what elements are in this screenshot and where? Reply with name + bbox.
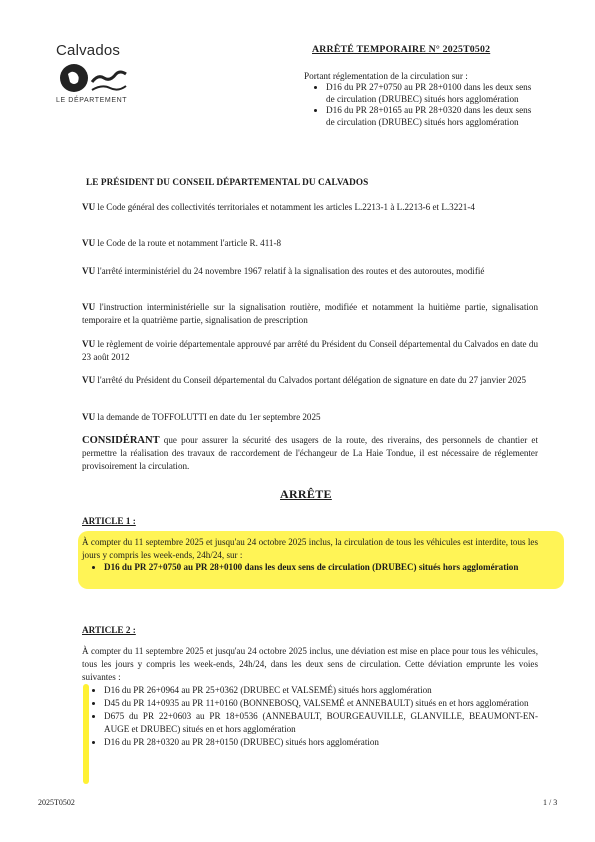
article-1-text: À compter du 11 septembre 2025 et jusqu'au 24 octobre 2025 inclus, la circulation de tous les véhicules est interdite, tous les jours y compris les week-ends, 24h/24, sur : <box>82 537 538 560</box>
vu-text: le Code général des collectivités territoriales et notamment les articles L.2213-1 à L.2213-6 et L.3221-4 <box>95 202 475 212</box>
portant-item: • D16 du PR 27+0750 au PR 28+0100 dans les deux sens de circulation (DRUBEC) situés hors agglomération <box>326 82 542 105</box>
article-2-list <box>82 684 538 749</box>
vu-text: la demande de TOFFOLUTTI en date du 1er septembre 2025 <box>95 412 321 422</box>
article-2-item: • D16 du PR 28+0320 au PR 28+0150 (DRUBEC) situés hors agglomération <box>104 736 538 749</box>
portant-item: • D16 du PR 28+0165 au PR 28+0320 dans les deux sens de circulation (DRUBEC) situés hors agglomération <box>326 105 542 128</box>
arrete-number: ARRÊTÉ TEMPORAIRE N° 2025T0502 <box>312 44 491 55</box>
vu-text: l'instruction interministérielle sur la signalisation routière, modifiée et notamment la huitième partie, signalisation temporaire et la quatrième partie, signalisation de prescription <box>82 302 538 325</box>
vu-paragraph <box>82 201 538 214</box>
arrete-title: ARRÊTE <box>280 487 332 501</box>
vu-lead: VU <box>82 412 96 422</box>
article-1-list <box>82 561 538 574</box>
considerant-text: que pour assurer la sécurité des usagers de la route, des riverains, des personnels de chantier et permettre la réalisation des travaux de raccordement de l'échangeur de La Haie Tondue, il est nécessaire de réglementer provisoirement la circulation. <box>82 435 538 471</box>
article-1-title: ARTICLE 1 : <box>82 516 136 526</box>
vu-paragraph <box>82 301 538 327</box>
considerant-lead: CONSIDÉRANT <box>82 435 160 446</box>
vu-text: l'arrêté du Président du Conseil départemental du Calvados portant délégation de signature en date du 27 janvier 2025 <box>95 375 527 385</box>
considerant-paragraph <box>82 434 538 473</box>
vu-paragraph <box>82 374 538 387</box>
vu-text: l'arrêté interministériel du 24 novembre 1967 relatif à la signalisation des routes et des autoroutes, modifié <box>95 266 485 276</box>
calvados-logo-icon <box>58 60 130 101</box>
vu-paragraph <box>82 265 538 278</box>
vu-lead: VU <box>82 302 96 312</box>
vu-paragraph <box>82 338 538 364</box>
vu-lead: VU <box>82 266 96 276</box>
vu-lead: VU <box>82 238 96 248</box>
president-heading: LE PRÉSIDENT DU CONSEIL DÉPARTEMENTAL DU CALVADOS <box>86 177 369 187</box>
article-2-item: • D675 du PR 22+0603 au PR 18+0536 (ANNEBAULT, BOURGEAUVILLE, GLANVILLE, BEAUMONT-EN-AUGE et DRUBEC) situés en et hors agglomération <box>104 710 538 736</box>
portant-list <box>302 82 542 128</box>
vu-paragraph <box>82 411 538 424</box>
article-2-item: • D45 du PR 14+0935 au PR 11+0160 (BONNEBOSQ, VALSEMÉ et ANNEBAULT) situés en et hors agglomération <box>104 697 538 710</box>
article-2-item: • D16 du PR 26+0964 au PR 25+0362 (DRUBEC et VALSEMÉ) situés hors agglomération <box>104 684 538 697</box>
article-2-title: ARTICLE 2 : <box>82 625 136 635</box>
vu-text: le Code de la route et notamment l'article R. 411-8 <box>95 238 282 248</box>
vu-lead: VU <box>82 202 96 212</box>
portant-block <box>302 71 542 128</box>
article-1-item: • D16 du PR 27+0750 au PR 28+0100 dans les deux sens de circulation (DRUBEC) situés hors agglomération <box>104 561 538 574</box>
vu-text: le règlement de voirie départementale approuvé par arrêté du Président du Conseil départemental du Calvados en date du 23 août 2012 <box>82 339 538 362</box>
vu-paragraph <box>82 237 538 250</box>
portant-intro: Portant réglementation de la circulation sur : <box>304 71 468 81</box>
article-2-text: À compter du 11 septembre 2025 et jusqu'au 24 octobre 2025 inclus, une déviation est mise en place pour tous les véhicules, tous les jours y compris les week-ends, 24h/24, dans les deux sens de circulation. Cette déviation emprunte les voies suivantes : <box>82 646 538 682</box>
vu-lead: VU <box>82 339 96 349</box>
page-number: 1 / 3 <box>543 798 558 807</box>
logo-wordmark: Calvados <box>56 42 121 59</box>
logo-subtitle: LE DÉPARTEMENT <box>56 97 128 104</box>
vu-lead: VU <box>82 375 96 385</box>
footer-reference: 2025T0502 <box>38 798 75 807</box>
